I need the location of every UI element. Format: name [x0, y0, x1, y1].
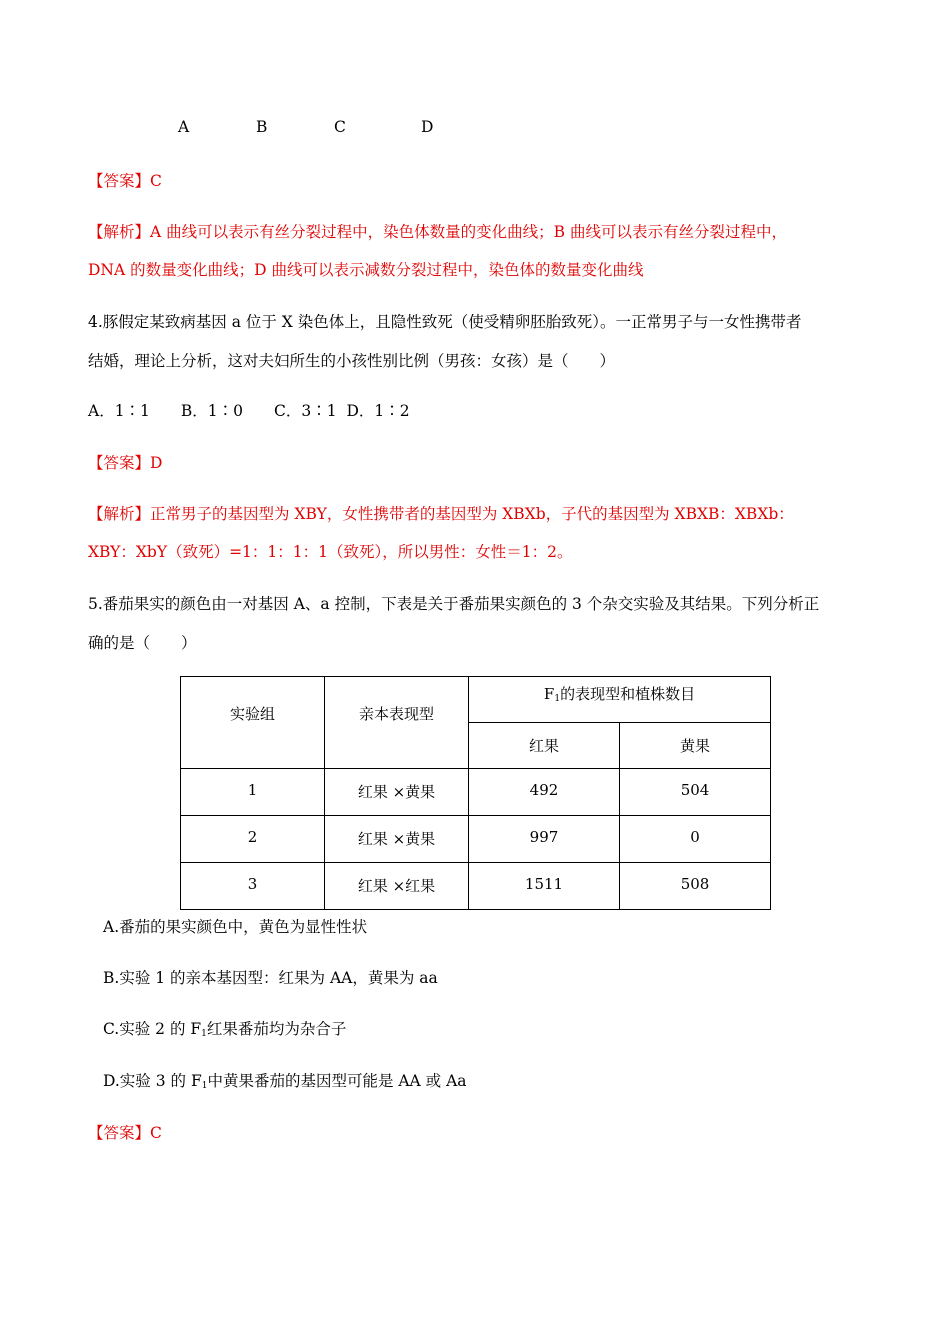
table-header-f1-suffix: 的表现型和植株数目 [560, 685, 696, 703]
choice-label-a: A [178, 118, 190, 136]
q5-answer: 【答案】C [88, 1124, 162, 1142]
cell-red: 997 [469, 816, 620, 863]
q4-analysis-line2: XBY：XbY（致死）=1：1：1：1（致死），所以男性：女性＝1：2。 [88, 543, 573, 561]
table-header-f1-prefix: F [543, 685, 555, 703]
q4-options: A．1∶1 B．1∶0 C．3∶1 D．1∶2 [88, 402, 410, 420]
q5-option-d-suffix: 中黄果番茄的基因型可能是 AA 或 Aa [207, 1072, 467, 1090]
q4-analysis-line1: 【解析】正常男子的基因型为 XBY，女性携带者的基因型为 XBXb，子代的基因型为 XBXB：XBXb： [88, 505, 794, 523]
table-header-parent: 亲本表现型 [325, 677, 469, 769]
q5-option-c-suffix: 红果番茄均为杂合子 [206, 1020, 347, 1038]
cell-parents: 红果 ×黄果 [325, 816, 469, 863]
cell-group: 3 [181, 863, 325, 910]
q5-stem-line2: 确的是（ ） [88, 634, 197, 652]
q4-stem-line2: 结婚，理论上分析，这对夫妇所生的小孩性别比例（男孩：女孩）是（ ） [88, 352, 616, 370]
table-row [181, 863, 771, 910]
q4-answer: 【答案】D [88, 454, 163, 472]
choice-label-c: C [334, 118, 346, 136]
q4-stem-line1: 4.豚假定某致病基因 a 位于 X 染色体上，且隐性致死（使受精卵胚胎致死）。一正常男子与一女性携带者 [88, 313, 802, 331]
q5-option-d [103, 1069, 467, 1091]
q5-option-c-sub: 1 [201, 1029, 207, 1039]
q5-stem-line1: 5.番茄果实的颜色由一对基因 A、a 控制，下表是关于番茄果实颜色的 3 个杂交实验及其结果。下列分析正 [88, 595, 820, 613]
q5-option-c [103, 1017, 346, 1039]
experiment-table [180, 676, 771, 910]
table-header-group: 实验组 [181, 677, 325, 769]
q3-analysis-line1: 【解析】A 曲线可以表示有丝分裂过程中，染色体数量的变化曲线；B 曲线可以表示有丝分裂过程中， [88, 223, 787, 241]
table-row [181, 816, 771, 863]
q5-option-d-prefix: D.实验 3 的 F [103, 1072, 202, 1090]
table-header-red: 红果 [469, 723, 620, 769]
q3-answer: 【答案】C [88, 172, 162, 190]
q5-option-d-sub: 1 [201, 1081, 208, 1091]
cell-parents: 红果 ×黄果 [325, 769, 469, 816]
cell-group: 1 [181, 769, 325, 816]
q5-option-b: B.实验 1 的亲本基因型：红果为 AA，黄果为 aa [103, 969, 438, 987]
choice-label-d: D [421, 118, 434, 136]
cell-yellow: 0 [620, 816, 771, 863]
q5-option-a: A.番茄的果实颜色中，黄色为显性性状 [103, 918, 368, 936]
choice-label-b: B [256, 118, 268, 136]
cell-red: 492 [469, 769, 620, 816]
q3-analysis-line2: DNA 的数量变化曲线；D 曲线可以表示减数分裂过程中，染色体的数量变化曲线 [88, 261, 644, 279]
table-header-yellow: 黄果 [620, 723, 771, 769]
table-row [181, 769, 771, 816]
cell-yellow: 508 [620, 863, 771, 910]
cell-parents: 红果 ×红果 [325, 863, 469, 910]
q5-option-c-prefix: C.实验 2 的 F [103, 1020, 202, 1038]
table-header-f1 [469, 677, 771, 723]
cell-red: 1511 [469, 863, 620, 910]
cell-yellow: 504 [620, 769, 771, 816]
cell-group: 2 [181, 816, 325, 863]
table-header-f1-sub: 1 [554, 694, 561, 704]
